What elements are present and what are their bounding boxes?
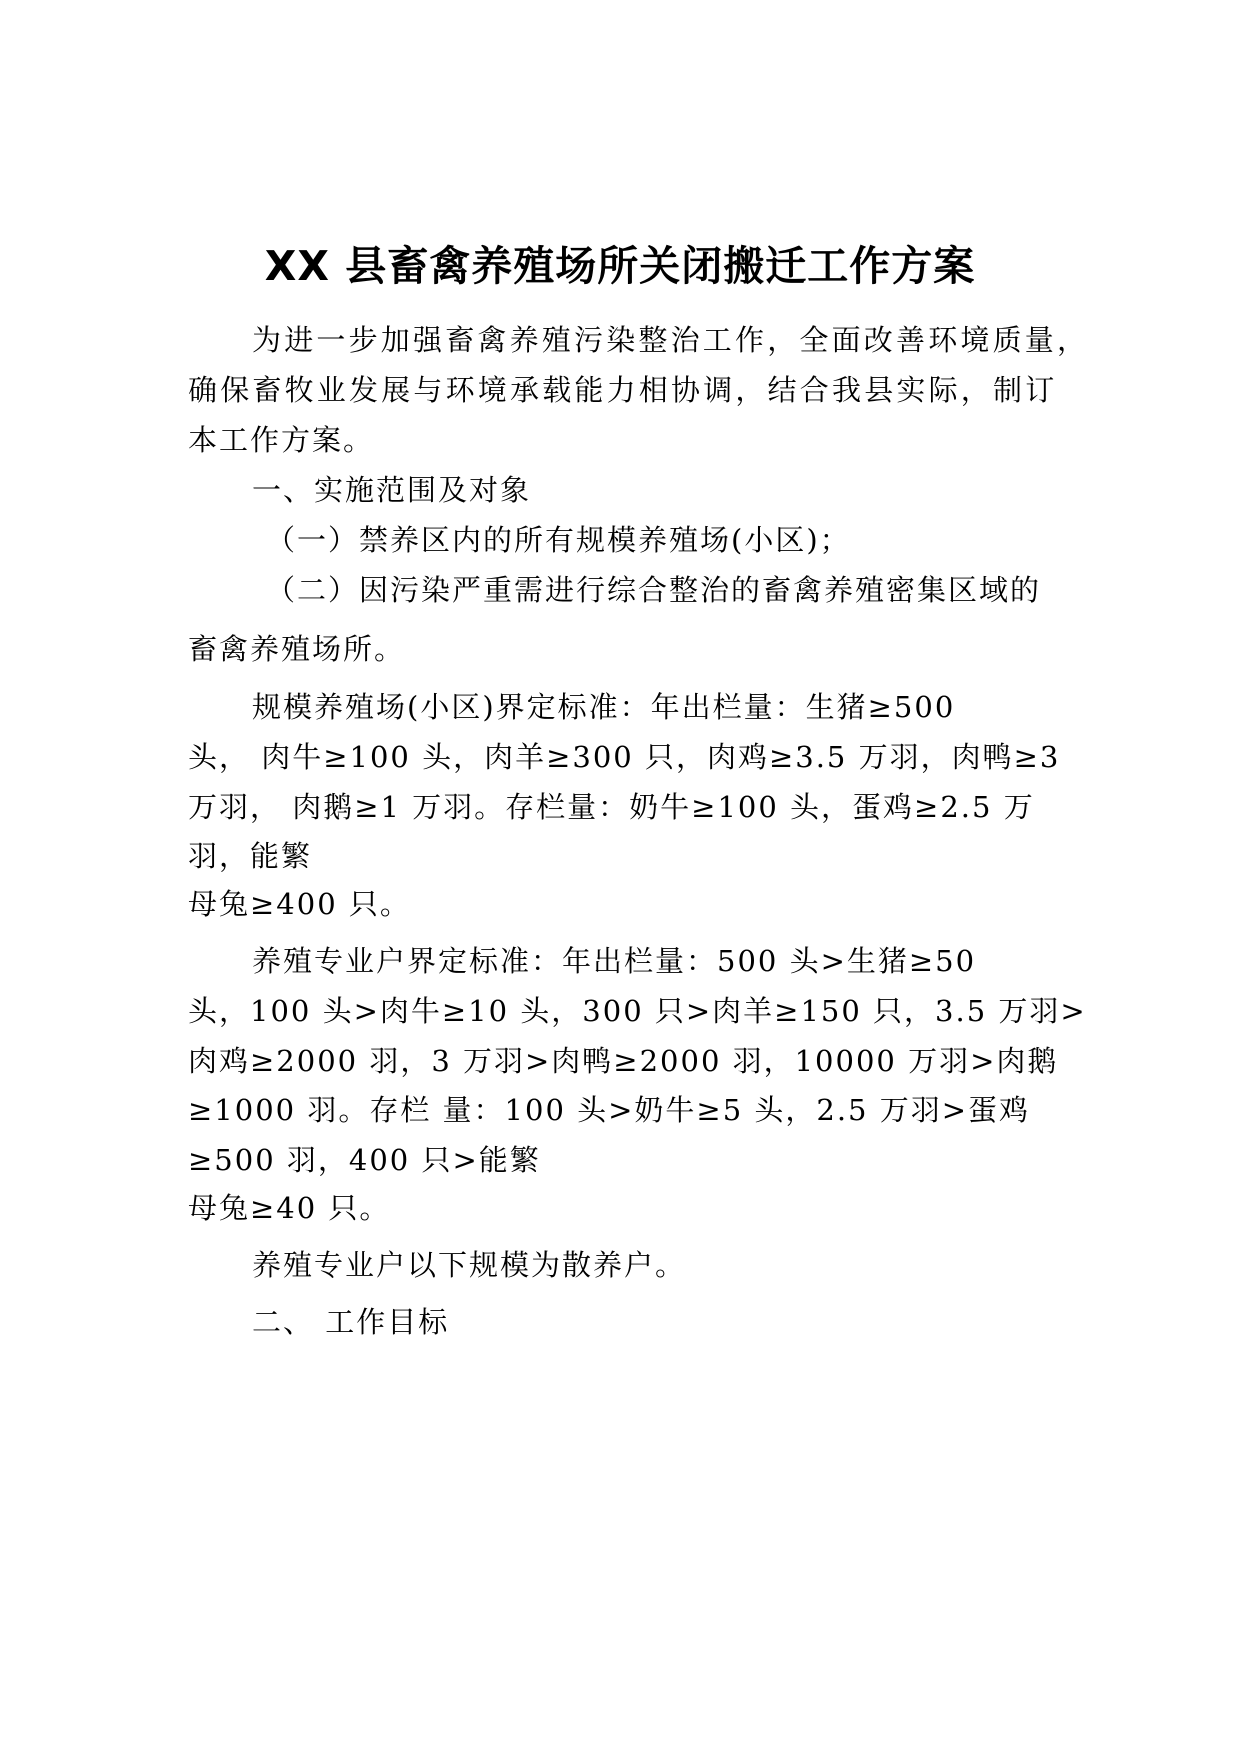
section1-item1: （一）禁养区内的所有规模养殖场(小区)；	[266, 523, 851, 557]
specialist-standard-line-2: 头，100 头>肉牛≥10 头，300 只>肉羊≥150 只，3.5 万羽>	[188, 994, 1087, 1028]
scale-standard-line-2: 头， 肉牛≥100 头，肉羊≥300 只，肉鸡≥3.5 万羽，肉鸭≥3	[188, 740, 1061, 774]
scale-standard-line-5: 母兔≥400 只。	[188, 887, 411, 921]
specialist-standard-line-3: 肉鸡≥2000 羽，3 万羽>肉鸭≥2000 羽，10000 万羽>肉鹅	[188, 1044, 1059, 1078]
specialist-standard-line-1: 养殖专业户界定标准：年出栏量：500 头>生猪≥50	[252, 944, 977, 978]
section2-heading: 二、 工作目标	[252, 1305, 450, 1339]
specialist-standard-line-5: ≥500 羽，400 只>能繁	[188, 1143, 541, 1177]
specialist-standard-line-6: 母兔≥40 只。	[188, 1191, 391, 1225]
intro-line-2: 确保畜牧业发展与环境承载能力相协调，结合我县实际，制订	[188, 373, 1058, 407]
scale-standard-line-3: 万羽， 肉鹅≥1 万羽。存栏量：奶牛≥100 头，蛋鸡≥2.5 万	[188, 790, 1035, 824]
scale-standard-line-4: 羽，能繁	[188, 839, 313, 873]
intro-line-1: 为进一步加强畜禽养殖污染整治工作，全面改善环境质量，	[252, 323, 1090, 357]
scale-standard-line-1: 规模养殖场(小区)界定标准：年出栏量：生猪≥500	[252, 690, 956, 724]
document-title: XX 县畜禽养殖场所关闭搬迁工作方案	[264, 242, 976, 290]
section1-item2-line-2: 畜禽养殖场所。	[188, 632, 406, 666]
section1-item2-line-1: （二）因污染严重需进行综合整治的畜禽养殖密集区域的	[266, 573, 1042, 607]
specialist-standard-line-4: ≥1000 羽。存栏 量：100 头>奶牛≥5 头，2.5 万羽>蛋鸡	[188, 1093, 1031, 1127]
scattered-definition: 养殖专业户以下规模为散养户。	[252, 1248, 687, 1282]
section1-heading: 一、实施范围及对象	[252, 473, 532, 507]
intro-line-3: 本工作方案。	[188, 423, 375, 457]
